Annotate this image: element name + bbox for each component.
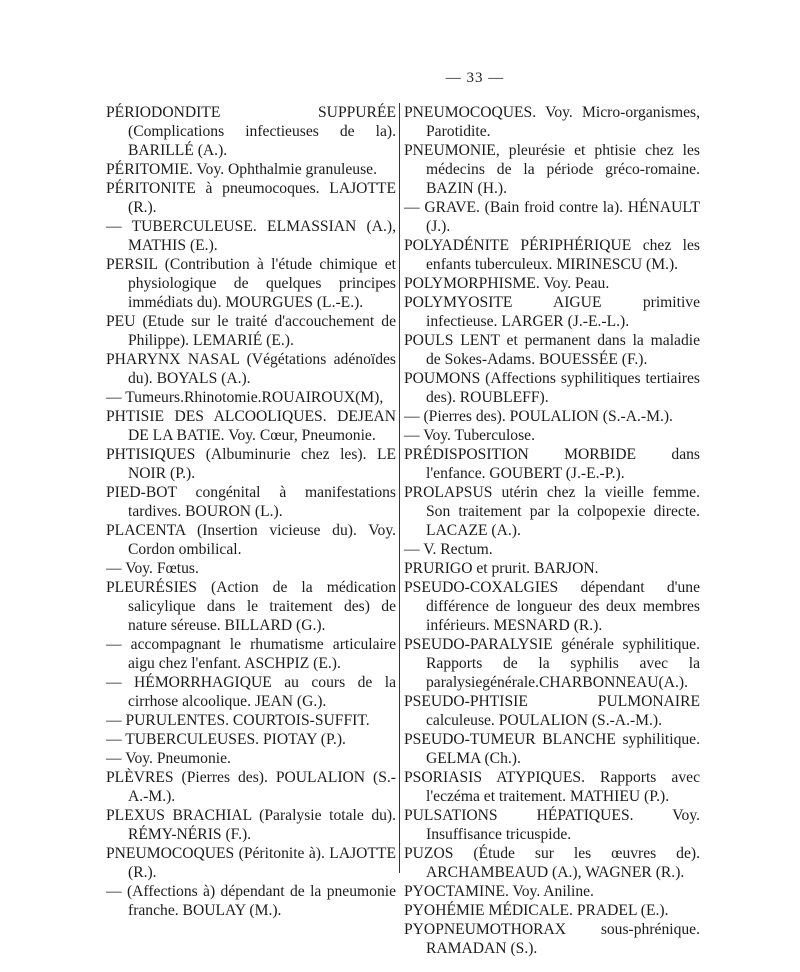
index-entry: — TUBERCULEUSES. PIOTAY (P.).: [106, 731, 346, 748]
index-entry: POLYMORPHISME. Voy. Peau.: [404, 275, 610, 292]
index-entry: POUMONS (Affections syphilitiques tertiaires des). ROUBLEFF).: [404, 370, 700, 406]
index-entry: — HÉMORRHAGIQUE au cours de la cirrhose alcoolique. JEAN (G.).: [106, 674, 396, 710]
index-entry: PSEUDO-TUMEUR BLANCHE syphilitique. GELMA (Ch.).: [404, 731, 700, 767]
index-entry: POLYADÉNITE PÉRIPHÉRIQUE chez les enfants tuberculeux. MIRINESCU (M.).: [404, 237, 700, 273]
index-entry: PSEUDO-COXALGIES dépendant d'une différence de longueur des deux membres inférieurs. MESNARD (R.).: [404, 579, 700, 634]
index-entry: — Voy. Tuberculose.: [404, 427, 535, 444]
index-entry: PYOHÉMIE MÉDICALE. PRADEL (E.).: [404, 902, 669, 919]
index-entry: — Tumeurs.Rhinotomie.ROUAIROUX(M),: [106, 389, 384, 406]
index-entry: PSEUDO-PARALYSIE générale syphilitique. Rapports de la syphilis avec la paralysiegénérale.CHARBONNEAU(A.).: [404, 636, 700, 691]
index-entry: — PURULENTES. COURTOIS-SUFFIT.: [106, 712, 370, 729]
index-entry: PEU (Etude sur le traité d'accouchement de Philippe). LEMARIÉ (E.).: [106, 313, 396, 349]
index-column-right: [404, 103, 700, 958]
index-column-left: [106, 103, 396, 920]
index-entry: — TUBERCULEUSE. ELMASSIAN (A.), MATHIS (E.).: [106, 218, 396, 254]
index-entry: PÉRITOMIE. Voy. Ophthalmie granuleuse.: [106, 161, 377, 178]
index-entry: PYOCTAMINE. Voy. Aniline.: [404, 883, 594, 900]
index-entry: PLEURÉSIES (Action de la médication salicylique dans le traitement des) de nature séreuse. BILLARD (G.).: [106, 579, 396, 634]
index-entry: PNEUMOCOQUES. Voy. Micro-organismes, Parotidite.: [404, 104, 700, 140]
index-entry: — Voy. Fœtus.: [106, 560, 199, 577]
index-entry: PSORIASIS ATYPIQUES. Rapports avec l'eczéma et traitement. MATHIEU (P.).: [404, 769, 700, 805]
index-entry: PROLAPSUS utérin chez la vieille femme. Son traitement par la colpopexie directe. LACAZE (A.).: [404, 484, 700, 539]
column-divider: [399, 103, 400, 873]
index-entry: PYOPNEUMOTHORAX sous-phrénique. RAMADAN (S.).: [404, 921, 700, 957]
index-entry: PLEXUS BRACHIAL (Paralysie totale du). RÉMY-NÉRIS (F.).: [106, 807, 396, 843]
index-entry: PUZOS (Étude sur les œuvres de). ARCHAMBEAUD (A.), WAGNER (R.).: [404, 845, 700, 881]
index-entry: PLÈVRES (Pierres des). POULALION (S.-A.-M.).: [106, 769, 396, 805]
index-entry: — (Pierres des). POULALION (S.-A.-M.).: [404, 408, 673, 425]
index-entry: PULSATIONS HÉPATIQUES. Voy. Insuffisance tricuspide.: [404, 807, 700, 843]
index-entry: POULS LENT et permanent dans la maladie de Sokes-Adams. BOUESSÉE (F.).: [404, 332, 700, 368]
index-entry: — GRAVE. (Bain froid contre la). HÉNAULT (J.).: [404, 199, 700, 235]
index-entry: PRÉDISPOSITION MORBIDE dans l'enfance. GOUBERT (J.-E.-P.).: [404, 446, 700, 482]
index-entry: PHARYNX NASAL (Végétations adénoïdes du). BOYALS (A.).: [106, 351, 396, 387]
index-entry: PHTISIE DES ALCOOLIQUES. DEJEAN DE LA BATIE. Voy. Cœur, Pneumonie.: [106, 408, 396, 444]
index-entry: PNEUMONIE, pleurésie et phtisie chez les médecins de la période gréco-romaine. BAZIN (H.).: [404, 142, 700, 197]
index-entry: PSEUDO-PHTISIE PULMONAIRE calculeuse. POULALION (S.-A.-M.).: [404, 693, 700, 729]
index-entry: PÉRITONITE à pneumocoques. LAJOTTE (R.).: [106, 180, 396, 216]
index-entry: — V. Rectum.: [404, 541, 493, 558]
page-number: — 33 —: [445, 70, 505, 86]
index-entry: PIED-BOT congénital à manifestations tardives. BOURON (L.).: [106, 484, 396, 520]
index-entry: — accompagnant le rhumatisme articulaire aigu chez l'enfant. ASCHPIZ (E.).: [106, 636, 396, 672]
index-entry: PHTISIQUES (Albuminurie chez les). LE NOIR (P.).: [106, 446, 396, 482]
index-entry: PNEUMOCOQUES (Péritonite à). LAJOTTE (R.).: [106, 845, 396, 881]
index-entry: — (Affections à) dépendant de la pneumonie franche. BOULAY (M.).: [106, 883, 396, 919]
index-entry: PRURIGO et prurit. BARJON.: [404, 560, 599, 577]
index-entry: — Voy. Pneumonie.: [106, 750, 231, 767]
index-entry: PERSIL (Contribution à l'étude chimique et physiologique de quelques principes immédiats du). MOURGUES (L.-E.).: [106, 256, 396, 311]
index-entry: PÉRIODONDITE SUPPURÉE (Complications infectieuses de la). BARILLÉ (A.).: [106, 104, 396, 159]
index-entry: PLACENTA (Insertion vicieuse du). Voy. Cordon ombilical.: [106, 522, 396, 558]
index-entry: POLYMYOSITE AIGUE primitive infectieuse. LARGER (J.-E.-L.).: [404, 294, 700, 330]
